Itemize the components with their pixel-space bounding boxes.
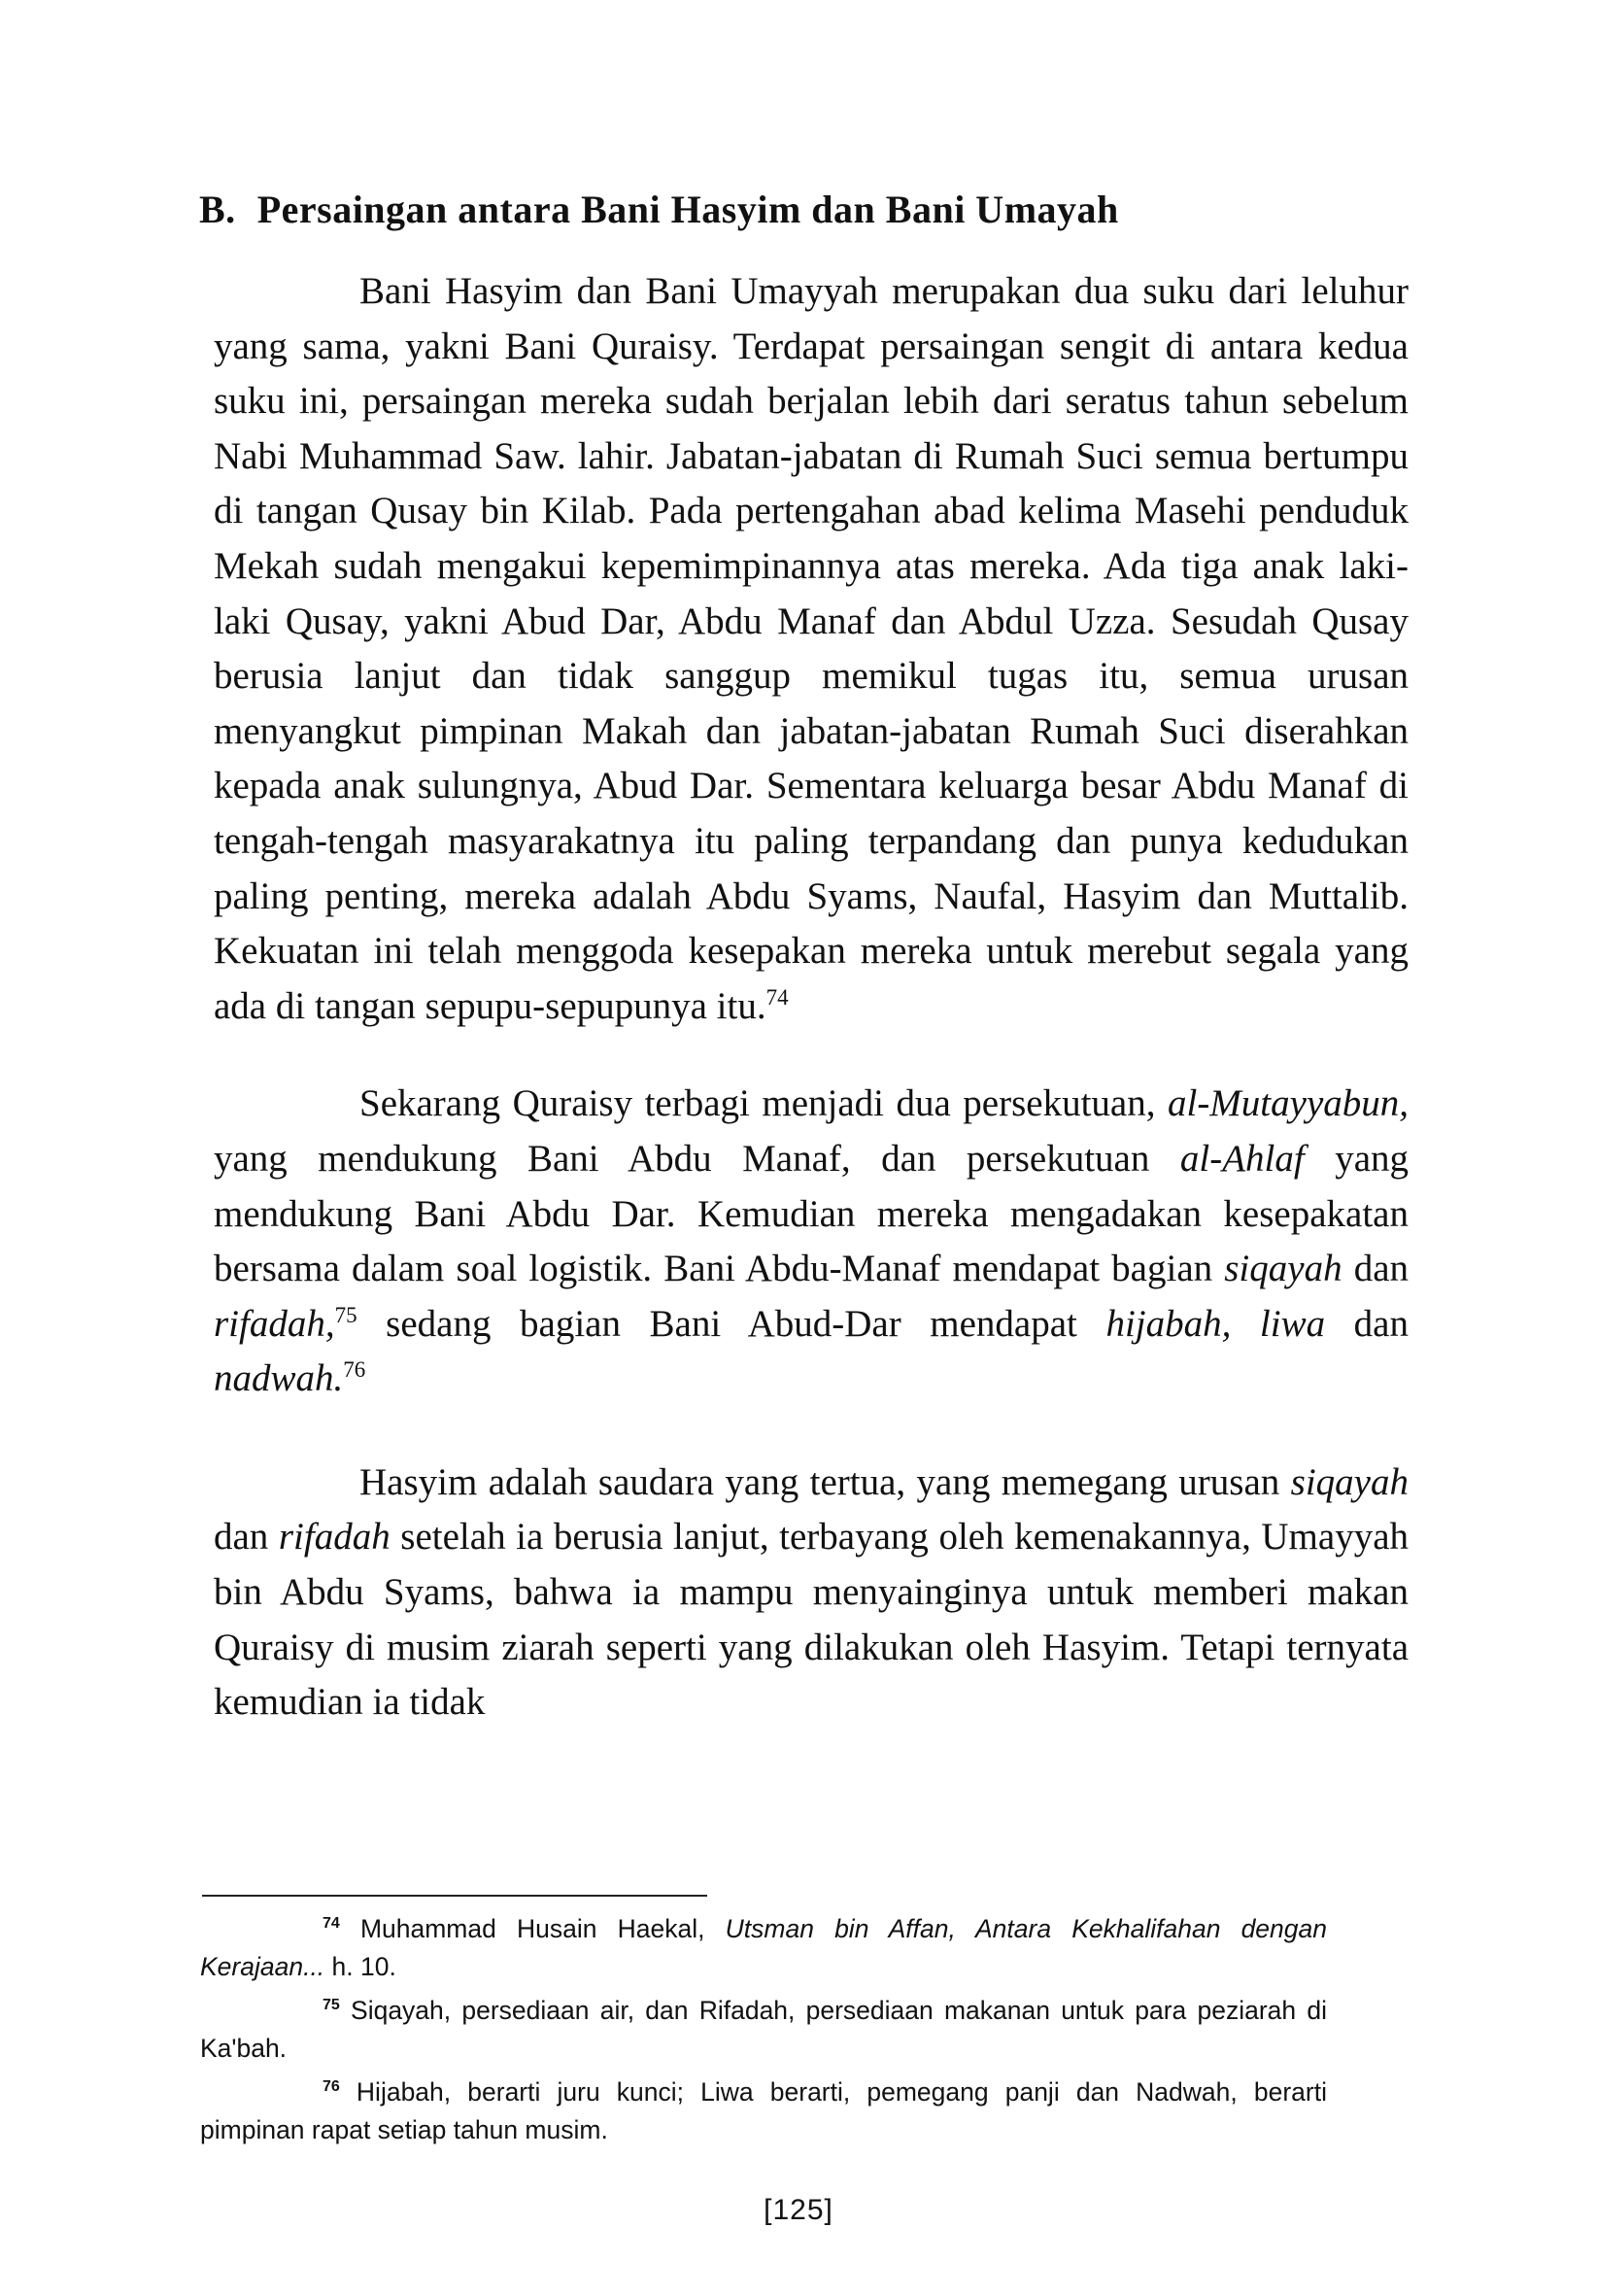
paragraph-1: Bani Hasyim dan Bani Umayyah merupakan dua suku dari leluhur yang sama, yakni Bani Quraisy. Terdapat persaingan sengit di antara kedua suku ini, persaingan mereka sudah berjalan lebih dari seratus tahun sebelum Nabi Muhammad Saw. lahir. Jabatan-jabatan di Rumah Suci semua bertumpu di tangan Qusay bin Kilab. Pada pertengahan abad kelima Masehi penduduk Mekah sudah mengakui kepemimpinannya atas mereka. Ada tiga anak laki-laki Qusay, yakni Abud Dar, Abdu Manaf dan Abdul Uzza. Sesudah Qusay berusia lanjut dan tidak sanggup memikul tugas itu, semua urusan menyangkut pimpinan Makah dan jabatan-jabatan Rumah Suci diserahkan kepada anak sulungnya, Abud Dar. Sementara keluarga besar Abdu Manaf di tengah-tengah masyarakatnya itu paling terpandang dan punya kedudukan paling penting, mereka adalah Abdu Syams, Naufal, Hasyim dan Muttalib. Kekuatan ini telah menggoda kesepakan mereka untuk merebut segala yang ada di tangan sepupu-sepupunya itu.$^{74}$ (214, 270, 1409, 1027)
term-siqayah: siqayah (1224, 1248, 1342, 1290)
footnote-76: $^{76}$ Hijabah, berarti juru kunci; Liwa berarti, pemegang panji dan Nadwah, berarti pimpinan rapat setiap tahun musim. (200, 2077, 1327, 2144)
footnote-number: 75 (323, 1997, 340, 2014)
section-number: B. (199, 188, 236, 231)
term-hijabah-liwa: hijabah, liwa (1105, 1302, 1326, 1345)
term-nadwah: nadwah. (214, 1357, 344, 1400)
footnote-75: $^{75}$ Siqayah, persediaan air, dan Rifadah, persediaan makanan untuk para peziarah di Ka'bah. (200, 1996, 1327, 2063)
page-number: [125] (764, 2194, 833, 2226)
term-al-ahlaf: al-Ahlaf (1179, 1137, 1305, 1180)
body-text (214, 264, 1409, 1731)
book-title: Utsman bin Affan, Antara Kekhalifahan dengan Kerajaan... (200, 1914, 1327, 1981)
paragraph-2: Sekarang Quraisy terbagi menjadi dua persekutuan, al-Mutayyabun, yang mendukung Bani Abdu Manaf, dan persekutuan al-Ahlaf yang mendukung Bani Abdu Dar. Kemudian mereka mengadakan kesepakatan bersama dalam soal logistik. Bani Abdu-Manaf mendapat bagian siqayah dan rifadah,$^{75}$ sedang bagian Bani Abud-Dar mendapat hijabah, liwa dan nadwah.$^{76}$ (214, 1082, 1410, 1400)
footnote-ref-75: 75 (334, 1302, 357, 1327)
term-rifadah: rifadah (278, 1516, 391, 1559)
term-rifadah: rifadah, (214, 1302, 335, 1345)
footnote-number: 76 (323, 2078, 340, 2096)
footnote-ref-74: 74 (765, 984, 789, 1010)
term-siqayah: siqayah (1290, 1460, 1409, 1503)
footnotes (200, 1910, 1327, 2148)
footnote-74: $^{74}$ Muhammad Husain Haekal, Utsman bin Affan, Antara Kekhalifahan dengan Kerajaan... h. 10. (200, 1914, 1327, 1981)
section-title: Persaingan antara Bani Hasyim dan Bani Umayah (256, 188, 1119, 231)
section-heading (199, 187, 1413, 232)
footnote-ref-76: 76 (343, 1357, 366, 1383)
term-al-mutayyabun: al-Mutayyabun, (1167, 1082, 1409, 1125)
paragraph-3: Hasyim adalah saudara yang tertua, yang memegang urusan siqayah dan rifadah setelah ia berusia lanjut, terbayang oleh kemenakannya, Umayyah bin Abdu Syams, bahwa ia mampu menyainginya untuk memberi makan Quraisy di musim ziarah seperti yang dilakukan oleh Hasyim. Tetapi ternyata kemudian ia tidak (214, 1460, 1409, 1724)
footnote-number: 74 (323, 1915, 340, 1933)
footnote-divider (202, 1895, 707, 1897)
